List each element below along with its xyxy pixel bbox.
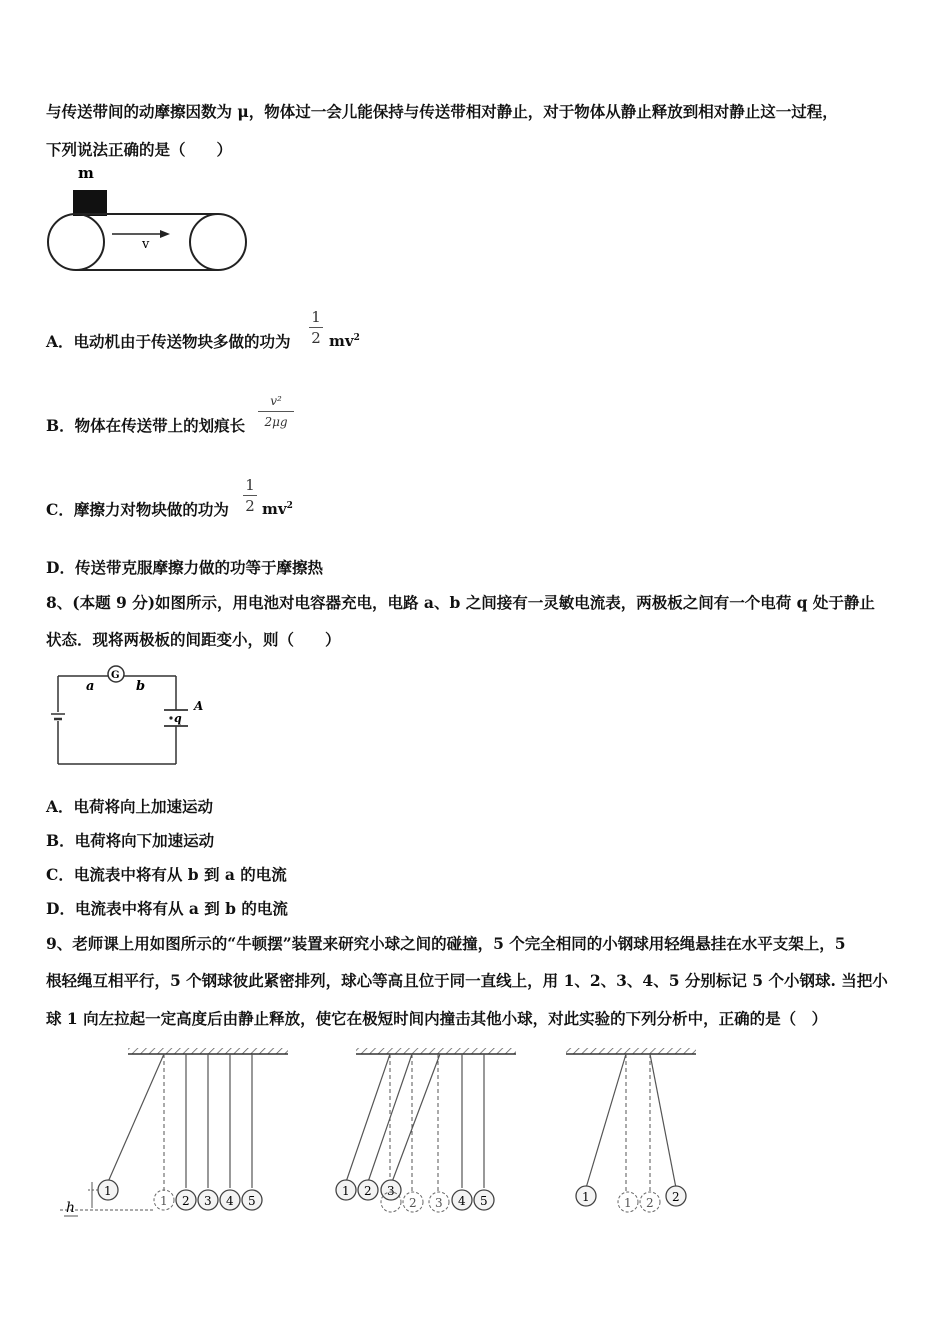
right-pulley [190,214,246,270]
option-text: 电流表中将有从 b 到 a 的电流 [73,865,287,884]
option-text: 摩擦力对物块做的功为 [73,500,229,519]
ball-label: 1 [624,1196,632,1210]
label-b: b [136,679,146,694]
option-letter: B． [46,831,75,850]
ball-label: 1 [104,1184,112,1198]
q7-option-a[interactable] [46,332,291,352]
q8-option-a[interactable] [46,797,213,817]
option-letter: C． [46,500,74,519]
ball-label: 4 [458,1194,466,1208]
ball-label: 3 [387,1184,395,1198]
newtons-cradle-figure [50,1042,710,1232]
q7-stem-line1: 与传送带间的动摩擦因数为 μ，物体过一会儿能保持与传送带相对静止，对于物体从静止释放到相对静止这一过程， [46,102,838,121]
ball-label: 2 [672,1190,680,1204]
ball-label: 1 [582,1190,590,1204]
q8-option-c[interactable] [46,865,287,885]
cradle-panel-2 [336,1048,516,1212]
option-letter: B． [46,416,75,435]
q7-a-fraction: 1 2 [309,308,323,347]
option-text: 电荷将向下加速运动 [74,831,215,850]
cradle-panel-1 [60,1048,288,1216]
q7-option-c[interactable] [46,500,229,520]
ball-label: 1 [342,1184,350,1198]
velocity-label: v [142,237,150,252]
q9-stem-line3: 球 1 向左拉起一定高度后由静止释放，使它在极短时间内撞击其他小球，对此实验的下列分析中，正确的是（ ） [46,1009,828,1028]
ball-label: 2 [364,1184,372,1198]
option-text: 电流表中将有从 a 到 b 的电流 [74,899,288,918]
option-text: 电荷将向上加速运动 [73,797,214,816]
galvanometer-label: G [111,670,120,681]
q9-stem-line1: 9、老师课上用如图所示的“牛顿摆”装置来研究小球之间的碰撞，5 个完全相同的小钢球用轻绳悬挂在水平支架上，5 [46,934,846,953]
ball-label: 5 [248,1194,256,1208]
q8-stem-line1: 8、(本题 9 分)如图所示，用电池对电容器充电，电路 a、b 之间接有一灵敏电流表，两极板之间有一个电荷 q 处于静止 [46,593,875,612]
height-label: h [66,1200,76,1216]
ball-label: 2 [182,1194,190,1208]
ball-label: 1 [160,1194,168,1208]
option-text: 传送带克服摩擦力做的功等于摩擦热 [74,558,323,577]
option-letter: D． [46,558,75,577]
option-text: 物体在传送带上的划痕长 [74,416,246,435]
charge-dot [169,716,172,719]
option-letter: C． [46,865,74,884]
mass-label: m [78,164,94,182]
option-text: 电动机由于传送物块多做的功为 [73,332,291,351]
ball-label: 4 [226,1194,234,1208]
q7-c-fraction: 1 2 [243,476,257,515]
label-a: a [86,679,95,694]
circuit-figure [50,664,210,772]
ball-label: 3 [204,1194,212,1208]
q7-option-d[interactable] [46,558,323,578]
ball-label: 3 [435,1196,443,1210]
option-letter: A． [46,797,74,816]
q7-option-b[interactable] [46,416,245,436]
option-letter: A． [46,332,74,351]
left-pulley [48,214,104,270]
q9-stem-line2: 根轻绳互相平行，5 个钢球彼此紧密排列，球心等高且位于同一直线上，用 1、2、3、4、5 分别标记 5 个小钢球. 当把小 [46,971,888,990]
conveyor-belt-figure [44,162,254,277]
q8-stem-line2: 状态．现将两极板的间距变小，则（ ） [46,630,341,649]
option-letter: D． [46,899,75,918]
label-capacitor-a: A [194,699,204,713]
q7-a-mv: $mv^2$ [329,332,360,350]
q7-stem-line2: 下列说法正确的是（ ） [46,140,233,159]
q7-c-mv: $mv^2$ [262,500,293,518]
block [73,190,107,216]
cradle-panel-3 [566,1048,696,1212]
velocity-arrow-head [160,230,170,238]
q8-option-d[interactable] [46,899,288,919]
q7-b-fraction: v² 2μg [258,392,294,431]
q8-option-b[interactable] [46,831,214,851]
label-q: q [174,712,182,725]
ball-label: 5 [480,1194,488,1208]
ball-label: 2 [646,1196,654,1210]
ball-label: 2 [409,1196,417,1210]
